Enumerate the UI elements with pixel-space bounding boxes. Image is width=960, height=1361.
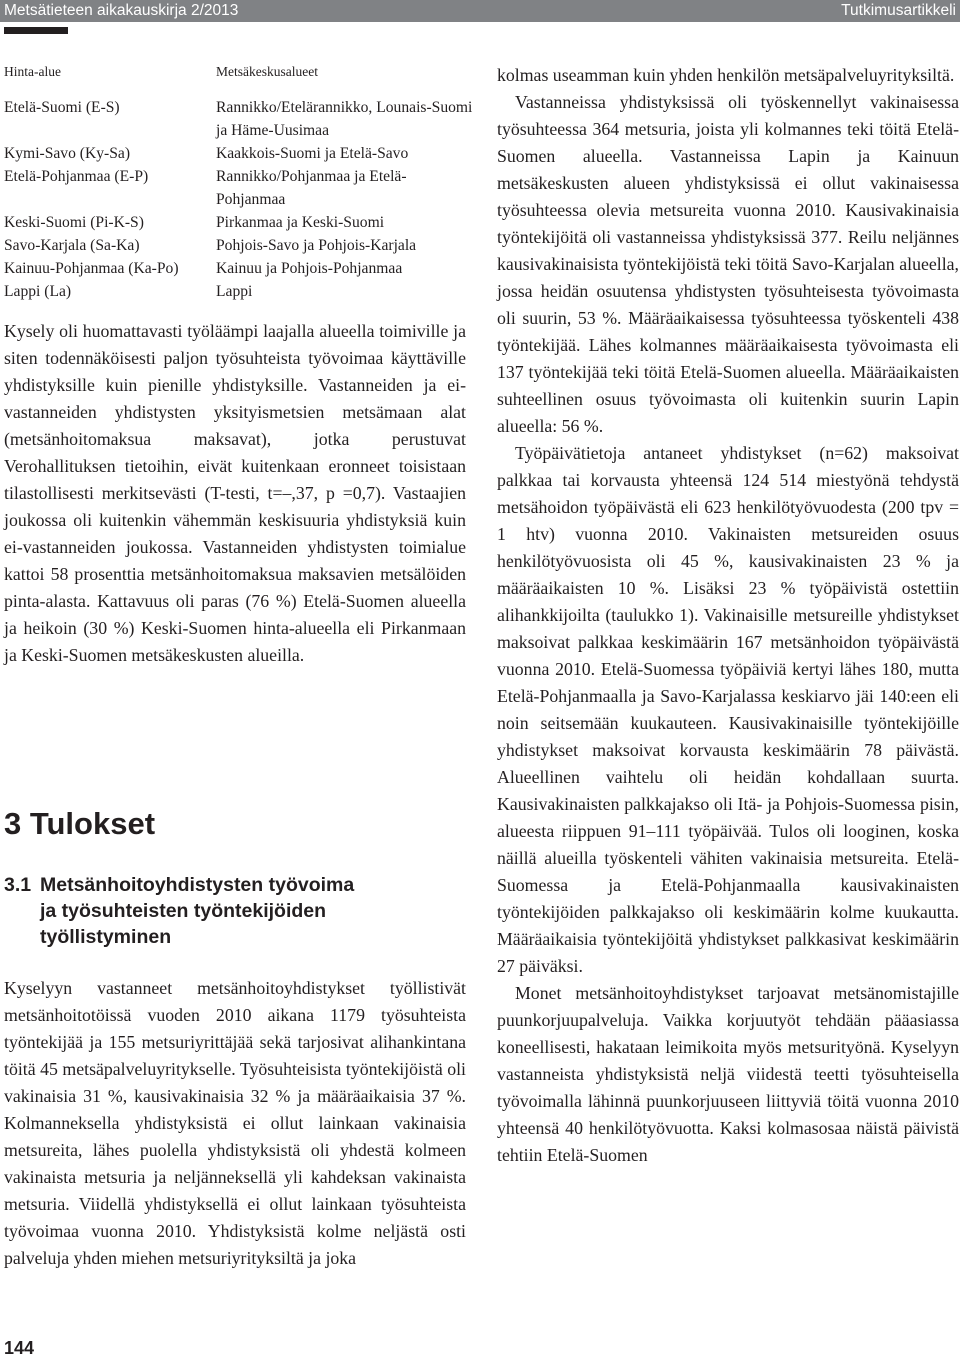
section-title: 3 Tulokset [4, 806, 156, 841]
table-row [4, 280, 474, 303]
price-area: Etelä-Pohjanmaa (E-P) [4, 168, 149, 185]
left-column-bottom-text [4, 975, 466, 1272]
table-row [4, 96, 474, 142]
table-col2-header: Metsäkeskusalueet [216, 64, 318, 79]
region-table [4, 62, 474, 303]
body-paragraph: Kysely oli huomattavasti työläämpi laajalla alueella toimiville ja siten todennäköisesti paljon työsuhteista työvoimaa käyttäville yhdistyksille kuin pienille yhdistyksille. Vastanneiden ja ei-vastanneiden yhdistysten yksityismetsien metsämaan alat (metsänhoitomaksua maksavat), jotka perustuvat Verohallituksen tietoihin, eivät kuitenkaan eronneet toisistaan tilastollisesti merkitsevästi (T-testi, t=–,37, p =0,7). Vastaajien joukossa oli kuitenkin vähemmän keskisuuria yhdistyksiä kuin ei-vastanneiden joukossa. Vastanneiden yhdistysten toimialue kattoi 58 prosenttia metsänhoitomaksua maksavien metsälöiden pinta-alasta. Kattavuus oli paras (76 %) Etelä-Suomen alueella ja heikoin (30 %) Keski-Suomen hinta-alueella eli Pirkanmaan ja Keski-Suomen metsäkeskusten alueilla. [4, 321, 466, 665]
forest-centres: Rannikko/Pohjanmaa ja Etelä-Pohjanmaa [216, 168, 407, 208]
body-paragraph: Kyselyyn vastanneet metsänhoitoyhdistykset työllistivät metsänhoitotöissä vuoden 2010 aikana 1179 työsuhteista työntekijää ja 155 metsuriyrittäjää sekä tarjosivat alihankintana töitä 45 metsäpalveluyritykselle. Työsuhteisista työntekijöistä oli vakinaisia 31 %, kausivakinaisia 32 % ja määräaikaisia 37 %. Kolmanneksella yhdistyksistä ei ollut lainkaan vakinaisia metsureita, lähes puolella yhdistyksistä oli yhdestä kolmeen vakinaista metsuria ja neljänneksellä yli kahdeksan vakinaista metsuria. Viidellä yhdistyksellä ei ollut lainkaan työsuhteista työvoimaa vuonna 2010. Yhdistyksistä kolme neljästä osti palveluja yhden miehen metsuriyrityksiltä ja joka [4, 978, 466, 1268]
journal-title: Metsätieteen aikakauskirja 2/2013 [4, 2, 239, 19]
table-row [4, 257, 474, 280]
body-paragraph: Monet metsänhoitoyhdistykset tarjoavat metsänomistajille puunkorjuupalveluja. Vaikka korjuutyöt tehdään pääasiassa koneellisesti, hakataan leimikoita myös metsurityönä. Kyselyyn vastanneista yhdistyksistä neljä viidestä teetti työsuhteisella työvoimalla lähinnä puunkorjuuseen liittyviä töitä vuonna 2010 yhteensä 40 henkilötyövuotta. Kaksi kolmasosaa näistä päivistä tehtiin Etelä-Suomen [497, 983, 959, 1165]
body-paragraph: Työpäivätietoja antaneet yhdistykset (n=62) maksoivat palkkaa tai korvausta yhteensä 124 514 miestyönä tehdystä metsähoidon työpäivästä eli 623 henkilötyövuodesta (200 tpv = 1 htv) vuonna 2010. Vakinaisten metsureiden osuus henkilötyövuosista oli 45 %, kausivakinaisten 23 % ja määräaikaisten 10 %. Lisäksi 23 % työpäivistä ostettiin alihankkijoilta (taulukko 1). Vakinaisille metsureille yhdistykset maksoivat palkkaa keskimäärin 167 metsänhoidon työpäivästä vuonna 2010. Etelä-Suomessa työpäiviä kertyi lähes 180, mutta Etelä-Pohjanmaalla ja Savo-Karjalassa keskiarvo jäi 140:een eli noin seitsemään kuukauteen. Kausivakinaisille työntekijöille yhdistykset maksoivat korvausta keskimäärin 78 päivästä. Alueellinen vaihtelu oli heidän kohdallaan suurta. Kausivakinaisten palkkajakso oli Itä- ja Pohjois-Suomessa pisin, alueesta riippuen 91–111 työpäivää. Tulos oli looginen, koska näillä alueilla työskenteli vähiten vakinaisia metsureita. Etelä-Suomessa ja Etelä-Pohjanmaalla kausivakinaisten työntekijöiden palkkajakso oli keskimäärin kolme kuukautta. Määräaikaisia työntekijöitä yhdistykset palkkasivat keskimäärin 27 päiväksi. [497, 443, 959, 976]
subsection-number: 3.1 [4, 874, 32, 896]
left-column-top-text [4, 318, 466, 669]
table-row [4, 234, 474, 257]
table-row [4, 165, 474, 211]
forest-centres: Lappi [216, 283, 253, 300]
page-number: 144 [4, 1338, 35, 1358]
forest-centres: Rannikko/Etelärannikko, Lounais-Suomi ja Häme-Uusimaa [216, 99, 473, 139]
price-area: Kymi-Savo (Ky-Sa) [4, 145, 131, 162]
subsection-title [4, 872, 474, 950]
header-rule-block [4, 27, 68, 34]
price-area: Lappi (La) [4, 283, 72, 300]
body-paragraph: Vastanneissa yhdistyksissä oli työskennellyt vakinaisessa työsuhteessa 364 metsuria, joista yli kolmannes teki töitä Etelä-Suomen alueella. Vastanneissa Lapin ja Kainuun metsäkeskusten alueen yhdistyksissä ei ollut vakinaisessa työsuhteessa olevia metsureita vuonna 2010. Kausivakinaisia työntekijöitä oli vastanneissa yhdistyksissä 377. Reilu neljännes kausivakinaisista työntekijöistä teki töitä Savo-Karjalan alueella, jossa heidän osuutensa yhdistysten työsuhteisesta työvoimasta oli suurin, 53 %. Määräaikaisessa työsuhteessa työskenteli 438 työntekijää. Lähes kolmannes määräaikaisesta työvoimasta eli 137 työntekijää teki töitä Etelä-Suomen alueella. Määräaikaisten suhteellinen osuus työvoimasta oli kuitenkin suurin Lapin alueella: 56 %. [497, 92, 959, 436]
subsection-title-line-3: työllistyminen [40, 926, 172, 948]
price-area: Savo-Karjala (Sa-Ka) [4, 237, 140, 254]
forest-centres: Pohjois-Savo ja Pohjois-Karjala [216, 237, 417, 254]
forest-centres: Pirkanmaa ja Keski-Suomi [216, 214, 385, 231]
subsection-title-text-1: Metsänhoitoyhdistysten työvoima [40, 874, 355, 896]
right-column-text [497, 62, 959, 1169]
price-area: Kainuu-Pohjanmaa (Ka-Po) [4, 260, 179, 277]
subsection-title-line-1 [4, 872, 474, 898]
body-paragraph: kolmas useamman kuin yhden henkilön metsäpalveluyrityksiltä. [497, 65, 955, 85]
article-type: Tutkimusartikkeli [841, 2, 956, 19]
forest-centres: Kainuu ja Pohjois-Pohjanmaa [216, 260, 403, 277]
region-table-header [4, 62, 474, 82]
page-header [0, 0, 960, 22]
price-area: Etelä-Suomi (E-S) [4, 99, 120, 116]
table-row [4, 211, 474, 234]
table-row [4, 142, 474, 165]
table-col1-header: Hinta-alue [4, 64, 61, 79]
price-area: Keski-Suomi (Pi-K-S) [4, 214, 144, 231]
subsection-title-line-2: ja työsuhteisten työntekijöiden [40, 900, 327, 922]
forest-centres: Kaakkois-Suomi ja Etelä-Savo [216, 145, 409, 162]
